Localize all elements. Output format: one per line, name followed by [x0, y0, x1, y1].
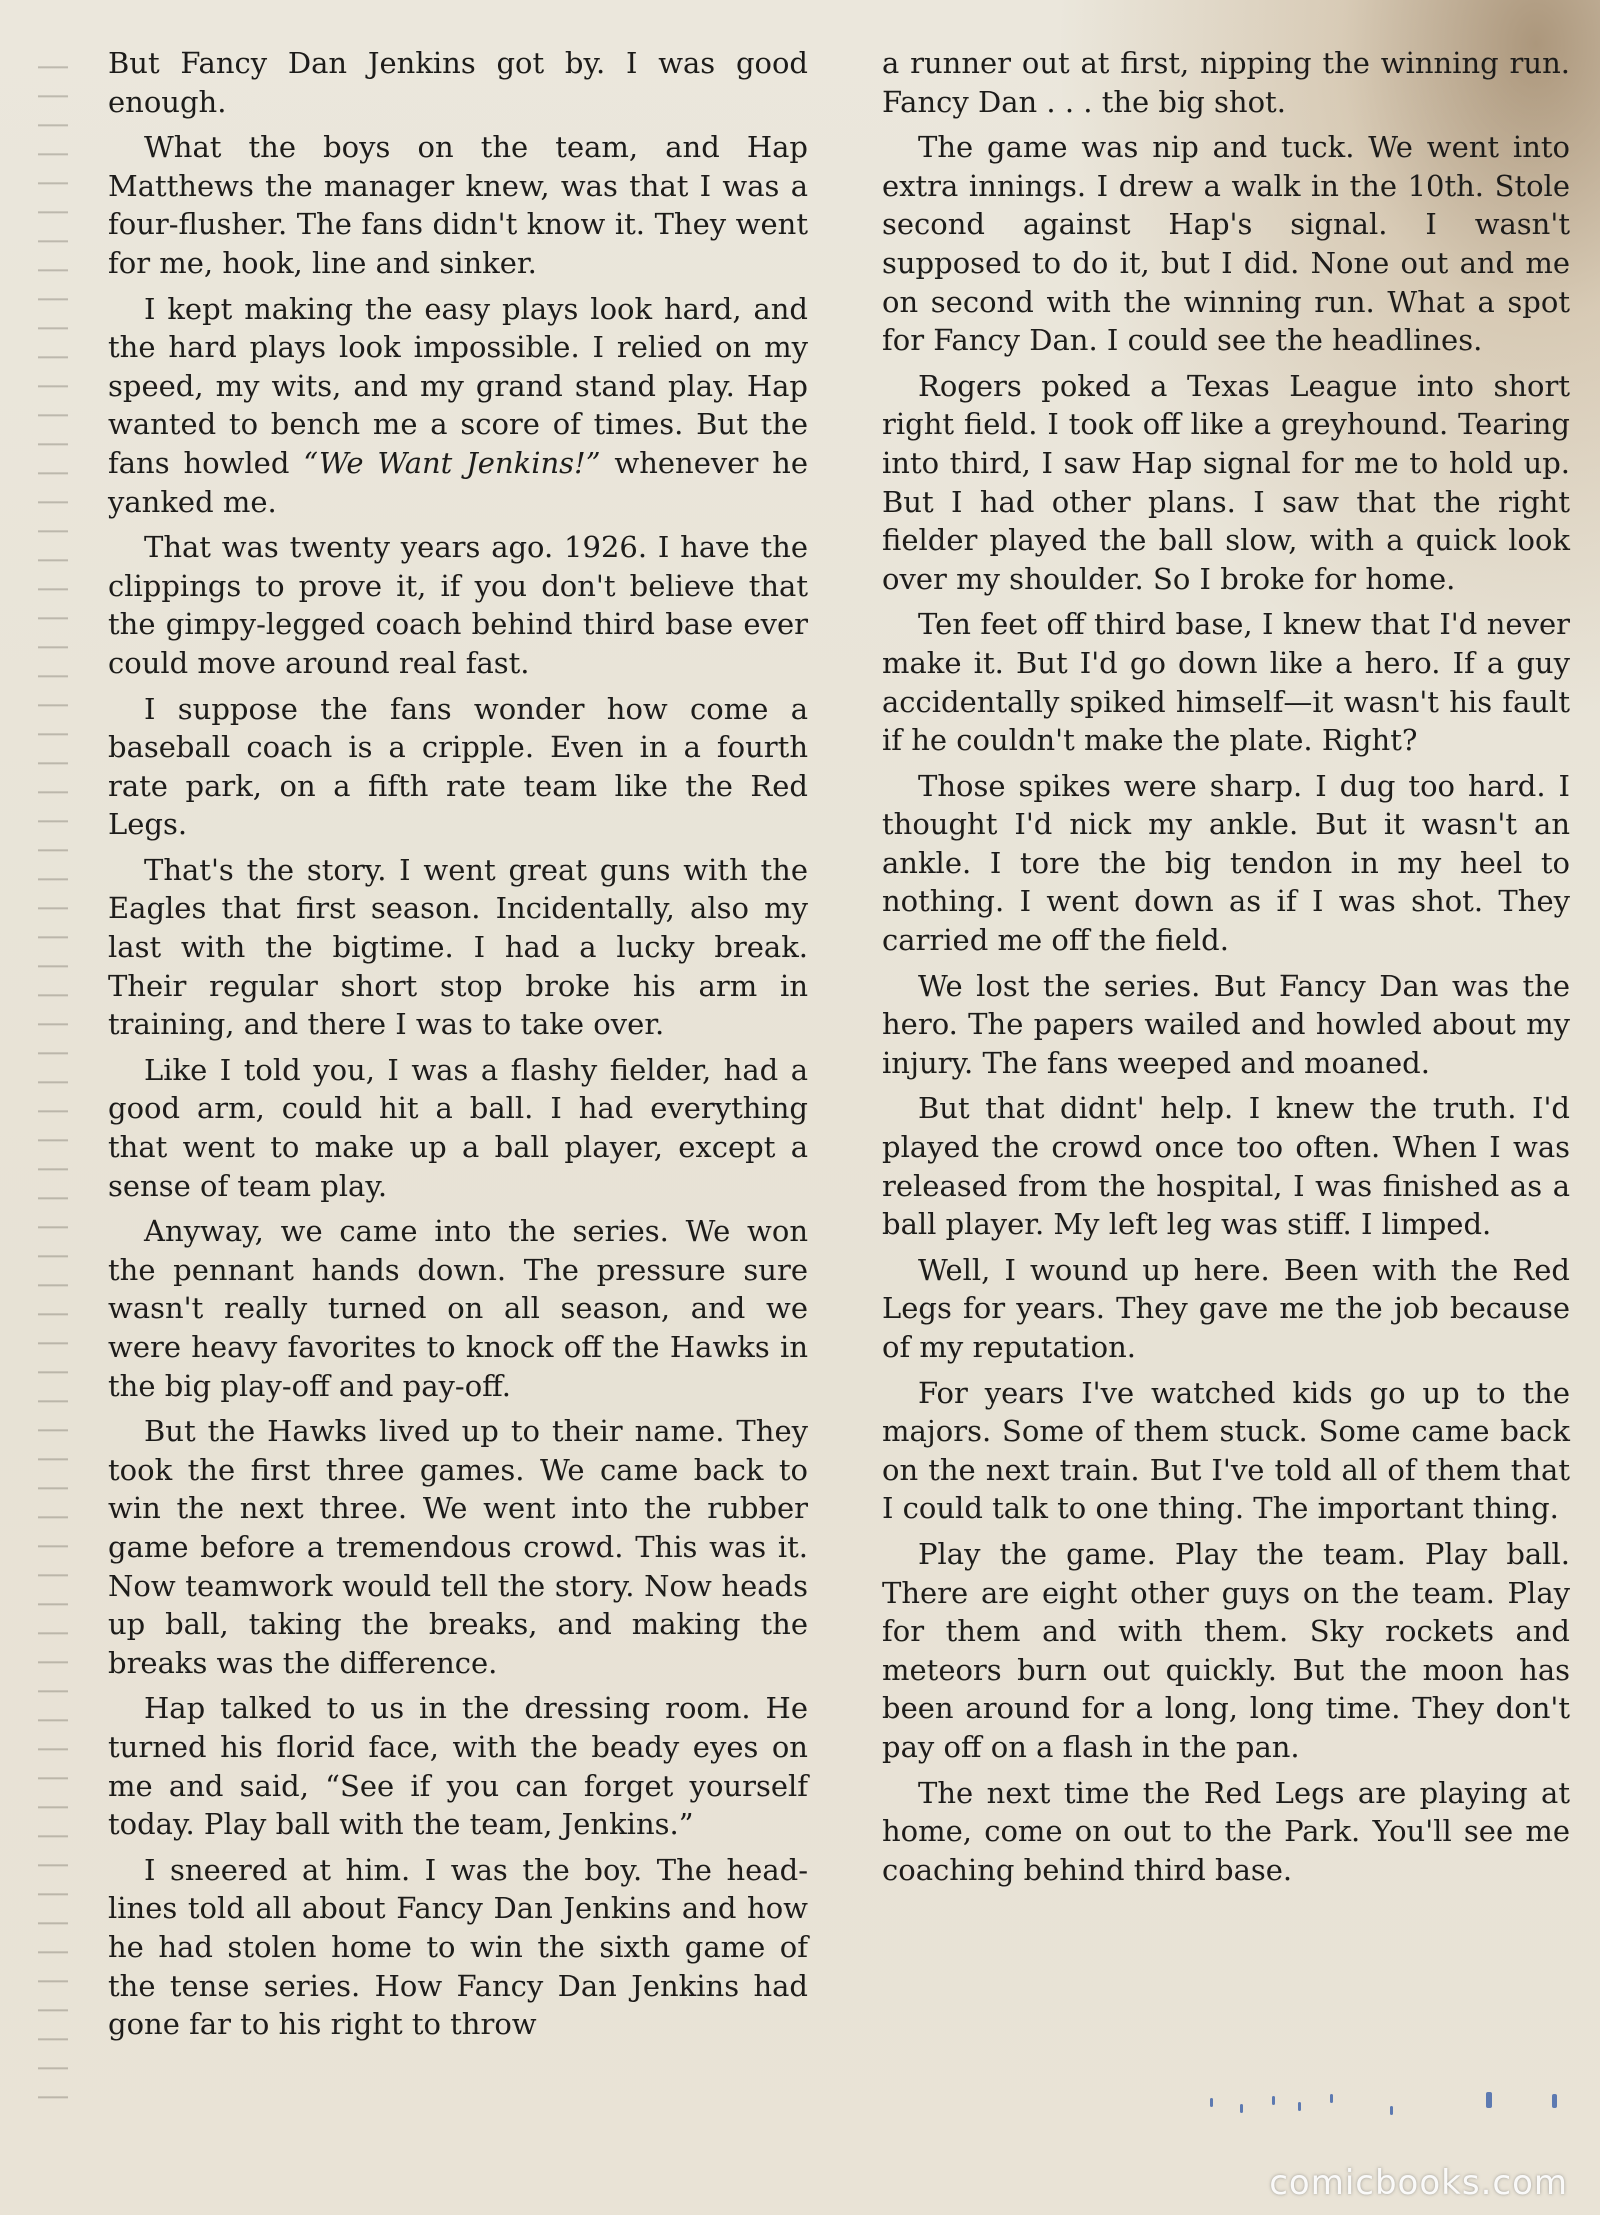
paragraph: Those spikes were sharp. I dug too hard. I thought I'd nick my ankle. But it wasn't an ankle. I tore the big tendon in my heel to nothing. I went down as if I was shot. They carried me off the field. [882, 768, 1570, 958]
paragraph: But Fancy Dan Jenkins got by. I was good enough. [108, 46, 808, 119]
paragraph: Well, I wound up here. Been with the Red Legs for years. They gave me the job because of my reputation. [882, 1252, 1570, 1364]
paragraph: a runner out at first, nipping the winning run. Fancy Dan . . . the big shot. [882, 46, 1570, 119]
speckle [1210, 2098, 1213, 2107]
paragraph: Anyway, we came into the series. We won the pennant hands down. The pressure sure wasn't really turned on all season, and we were heavy favorites to knock off the Hawks in the big play-off and pay-off. [108, 1214, 808, 1403]
paragraph-text-tail: whenever he yanked me. [108, 445, 809, 519]
paragraph: Rogers poked a Texas League into short right field. I took off like a greyhound. Tearing into third, I saw Hap signal for me to hold up. But I had other plans. I saw that the right fielder played the ball slow, with a quick look over my shoulder. So I broke for home. [882, 368, 1570, 596]
paragraph: Ten feet off third base, I knew that I'd never make it. But I'd go down like a hero. If a guy accidentally spiked himself—it wasn't his fault if he couldn't make the plate. Right? [882, 607, 1570, 758]
paragraph: Hap talked to us in the dressing room. He turned his florid face, with the beady eyes on me and said, “See if you can forget yourself today. Play ball with the team, Jenkins.” [108, 1691, 808, 1842]
paragraph [108, 290, 808, 522]
paragraph: We lost the series. But Fancy Dan was the hero. The papers wailed and howled about my injury. The fans weeped and moaned. [882, 968, 1570, 1080]
left-text-column [108, 44, 808, 2051]
ink-speckles [1200, 2090, 1580, 2130]
paragraph: I suppose the fans wonder how come a baseball coach is a cripple. Even in a fourth rate park, on a fifth rate team like the Red Legs. [108, 691, 808, 842]
paragraph: For years I've watched kids go up to the majors. Some of them stuck. Some came back on the next train. But I've told all of them that I could talk to one thing. The important thing. [882, 1375, 1570, 1526]
speckle [1272, 2096, 1275, 2105]
paragraph-text: I kept making the easy plays look hard, and the hard plays look impossible. I relied on my speed, my wits, and my grand stand play. Hap wanted to bench me a score of times. But the fans howled [108, 291, 808, 480]
paragraph: That was twenty years ago. 1926. I have the clippings to prove it, if you don't believe that the gimpy-legged coach behind third base ever could move around real fast. [108, 530, 808, 680]
paragraph: What the boys on the team, and Hap Matthews the manager knew, was that I was a four-flusher. The fans didn't know it. They went for me, hook, line and sinker. [108, 130, 808, 280]
paragraph: But the Hawks lived up to their name. They took the first three games. We came back to win the next three. We went into the rubber game before a tremendous crowd. This was it. Now teamwork would tell the story. Now heads up ball, taking the breaks, and making the breaks was the difference. [108, 1414, 808, 1680]
speckle [1298, 2102, 1301, 2111]
paragraph: Play the game. Play the team. Play ball. There are eight other guys on the team. Play for them and with them. Sky rockets and meteors burn out quickly. But the moon has been around for a long, long time. They don't pay off on a flash in the pan. [882, 1536, 1570, 1764]
speckle [1330, 2094, 1333, 2103]
speckle [1390, 2106, 1393, 2115]
speckle [1486, 2092, 1492, 2108]
paragraph: Like I told you, I was a flashy fielder, had a good arm, could hit a ball. I had everything that went to make up a ball player, except a sense of team play. [108, 1052, 808, 1203]
right-text-column [882, 44, 1570, 1896]
paragraph: The next time the Red Legs are playing at home, come on out to the Park. You'll see me coaching behind third base. [882, 1775, 1570, 1887]
crowd-chant-quote: “We Want Jenkins!” [303, 445, 601, 480]
paragraph: But that didnt' help. I knew the truth. I'd played the crowd once too often. When I was released from the hospital, I was finished as a ball player. My left leg was stiff. I limped. [882, 1091, 1570, 1242]
paragraph: The game was nip and tuck. We went into extra innings. I drew a walk in the 10th. Stole second against Hap's signal. I wasn't supposed to do it, but I did. None out and me on second with the winning run. What a spot for Fancy Dan. I could see the headlines. [882, 130, 1570, 358]
binding-edge [38, 40, 68, 2100]
speckle [1240, 2104, 1243, 2113]
speckle [1552, 2094, 1557, 2108]
paragraph: That's the story. I went great guns with the Eagles that first season. Incidentally, also my last with the bigtime. I had a lucky break. Their regular short stop broke his arm in training, and there I was to take over. [108, 852, 808, 1042]
paragraph: I sneered at him. I was the boy. The headlines told all about Fancy Dan Jenkins and how he had stolen home to win the sixth game of the tense series. How Fancy Dan Jenkins had gone far to his right to throw [108, 1852, 808, 2042]
site-watermark: comicbooks.com [1269, 2163, 1568, 2203]
